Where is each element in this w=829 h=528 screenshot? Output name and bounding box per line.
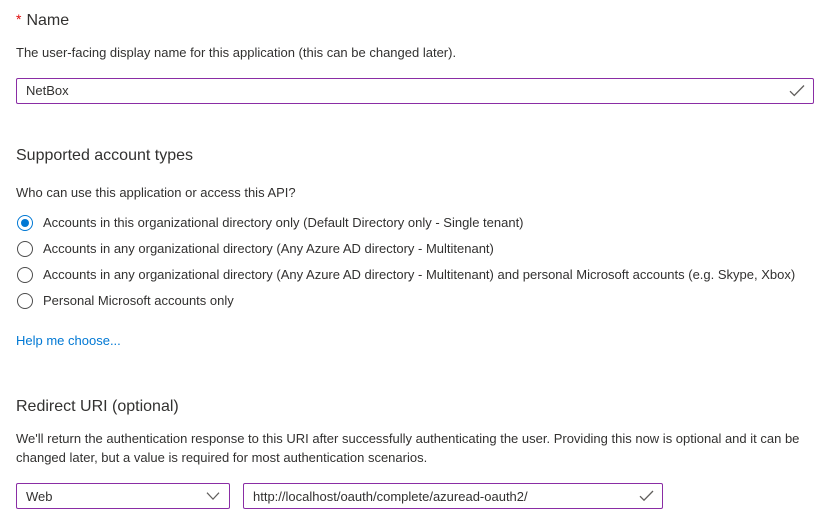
radio-option-label: Personal Microsoft accounts only bbox=[43, 293, 234, 309]
radio-option-personal-only[interactable] bbox=[16, 288, 814, 314]
name-input[interactable] bbox=[16, 78, 814, 104]
redirect-uri-platform-select[interactable] bbox=[16, 483, 230, 509]
chevron-down-icon bbox=[206, 492, 220, 501]
radio-button-icon[interactable] bbox=[17, 241, 33, 257]
name-label-text: Name bbox=[26, 12, 70, 29]
account-types-radio-group bbox=[16, 210, 814, 314]
help-me-choose-link[interactable]: Help me choose... bbox=[16, 332, 121, 348]
supported-account-types-heading: Supported account types bbox=[16, 146, 194, 164]
radio-option-single-tenant[interactable] bbox=[16, 210, 814, 236]
radio-button-icon[interactable] bbox=[17, 267, 33, 283]
radio-option-label: Accounts in any organizational directory (Any Azure AD directory - Multitenant) and personal Microsoft accounts (e.g. Skype, Xbox) bbox=[43, 267, 796, 283]
name-field-label bbox=[16, 12, 814, 30]
redirect-uri-field-wrapper bbox=[243, 483, 663, 509]
app-registration-form bbox=[16, 12, 814, 509]
name-field-wrapper bbox=[16, 78, 814, 104]
required-asterisk: * bbox=[16, 11, 22, 27]
radio-option-label: Accounts in any organizational directory (Any Azure AD directory - Multitenant) bbox=[43, 241, 494, 257]
radio-button-icon[interactable] bbox=[17, 215, 33, 231]
redirect-uri-description: We'll return the authentication response to this URI after successfully authenticating the user. Providing this now is optional and it can be changed later, but a value is required for most authentication scenarios. bbox=[16, 430, 800, 465]
radio-option-multitenant-personal[interactable] bbox=[16, 262, 814, 288]
radio-option-multitenant[interactable] bbox=[16, 236, 814, 262]
account-types-question: Who can use this application or access this API? bbox=[16, 184, 296, 200]
redirect-uri-heading: Redirect URI (optional) bbox=[16, 397, 179, 415]
redirect-uri-controls bbox=[16, 483, 814, 509]
radio-button-icon[interactable] bbox=[17, 293, 33, 309]
platform-select-value: Web bbox=[26, 488, 53, 504]
radio-option-label: Accounts in this organizational directory only (Default Directory only - Single tenant) bbox=[43, 215, 524, 231]
name-description: The user-facing display name for this application (this can be changed later). bbox=[16, 45, 457, 60]
redirect-uri-input[interactable] bbox=[243, 483, 663, 509]
